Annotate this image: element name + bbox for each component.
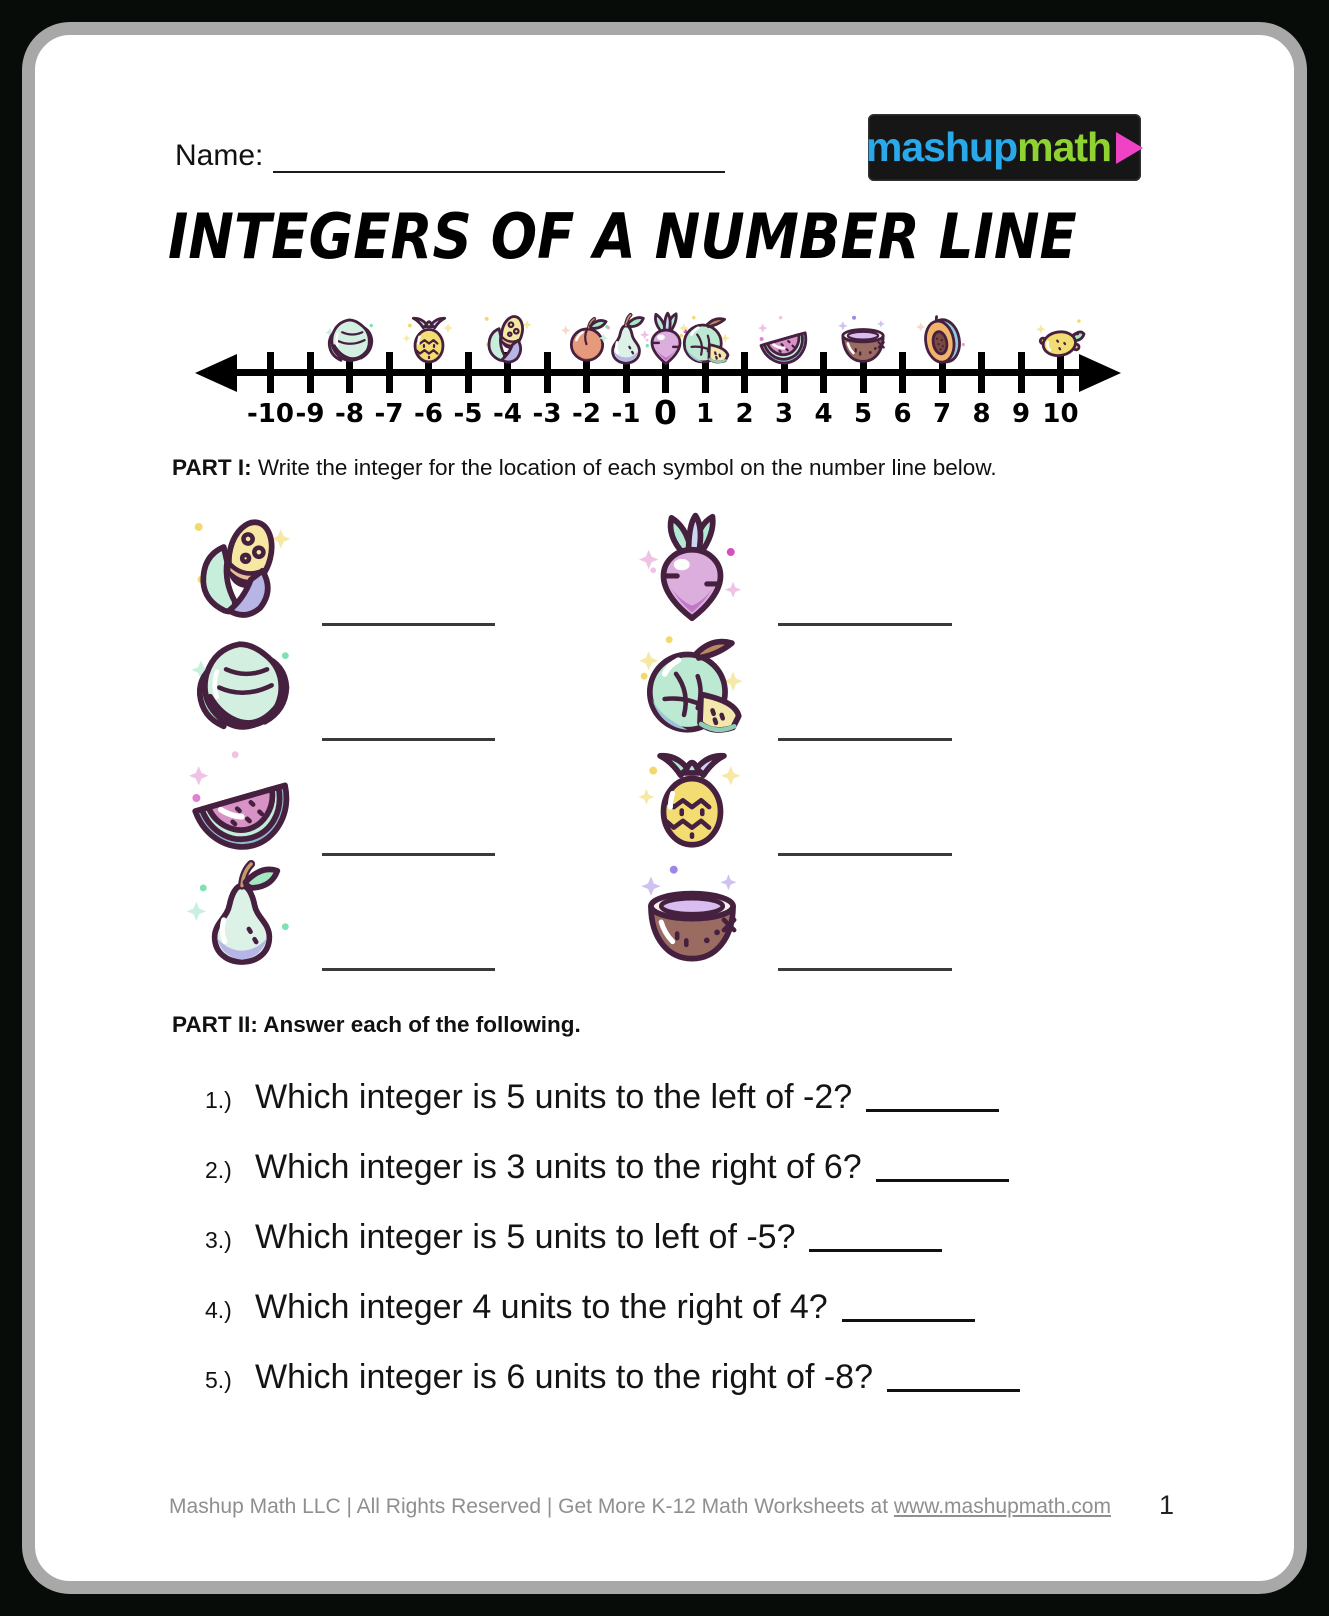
watermelon-icon — [756, 311, 812, 367]
part1-heading-rest: Write the integer for the location of each symbol on the number line below. — [251, 455, 997, 480]
name-label: Name: — [175, 139, 264, 172]
question-text: Which integer is 3 units to the right of 6? — [255, 1148, 862, 1186]
answer-blank[interactable] — [778, 623, 952, 626]
tick-mark — [465, 352, 472, 393]
mashupmath-logo — [865, 114, 1141, 181]
part1-heading — [172, 455, 997, 481]
play-triangle-icon — [1116, 132, 1143, 164]
tick-label: 2 — [735, 399, 754, 429]
page-number: 1 — [1159, 1490, 1175, 1520]
answer-blank[interactable] — [866, 1093, 999, 1112]
worksheet-title: INTEGERS OF A NUMBER LINE — [168, 200, 1077, 273]
pineapple-icon — [401, 311, 457, 367]
corn-icon — [185, 511, 299, 625]
tick-mark — [544, 352, 551, 393]
question-row — [205, 1078, 999, 1117]
tick-label: 9 — [1011, 399, 1031, 429]
question-number: 4.) — [205, 1297, 232, 1323]
footer-link[interactable]: www.mashupmath.com — [893, 1495, 1111, 1518]
number-line — [35, 305, 1307, 460]
tick-label: -5 — [453, 399, 483, 429]
tick-mark — [307, 352, 314, 393]
tick-mark — [820, 352, 827, 393]
tick-label: 4 — [814, 399, 833, 429]
pineapple-icon — [635, 741, 749, 855]
corn-icon — [480, 311, 536, 367]
tick-label: -9 — [295, 399, 325, 429]
answer-blank[interactable] — [322, 853, 495, 856]
tick-label: 6 — [893, 399, 912, 429]
question-row — [205, 1288, 975, 1327]
cabbage-icon — [185, 626, 299, 740]
melon-icon — [677, 311, 733, 367]
tick-label: -7 — [374, 399, 404, 429]
tick-label: -8 — [335, 399, 364, 429]
question-number: 3.) — [205, 1227, 232, 1253]
part2-heading: PART II: Answer each of the following. — [172, 1012, 581, 1037]
question-text: Which integer is 5 units to left of -5? — [255, 1218, 796, 1256]
answer-blank[interactable] — [876, 1163, 1009, 1182]
melon-icon — [635, 626, 749, 740]
answer-blank[interactable] — [322, 623, 495, 626]
tick-label: 10 — [1042, 399, 1079, 429]
footer-text: Mashup Math LLC | All Rights Reserved | Get More K-12 Math Worksheets at — [169, 1495, 894, 1518]
part1-heading-bold: PART I: — [172, 455, 252, 480]
answer-blank[interactable] — [778, 968, 952, 971]
question-row — [205, 1358, 1020, 1397]
tick-mark — [978, 352, 985, 393]
question-row — [205, 1148, 1009, 1187]
question-number: 1.) — [205, 1087, 232, 1113]
question-text: Which integer is 6 units to the right of -8? — [255, 1358, 873, 1396]
tick-mark — [899, 352, 906, 393]
tick-label: -2 — [572, 399, 601, 429]
answer-blank[interactable] — [842, 1303, 975, 1322]
number-line-axis — [231, 369, 1085, 376]
answer-blank[interactable] — [778, 738, 952, 741]
answer-blank[interactable] — [809, 1233, 942, 1252]
logo-text-math: math — [1017, 124, 1112, 170]
question-text: Which integer is 5 units to the left of -2? — [255, 1078, 853, 1116]
question-text: Which integer 4 units to the right of 4? — [255, 1288, 828, 1326]
papaya-icon — [914, 311, 970, 367]
name-row — [175, 135, 725, 173]
tick-label: 5 — [853, 399, 873, 429]
tick-label: -3 — [532, 399, 562, 429]
tick-label: 3 — [774, 399, 794, 429]
tick-label: 7 — [932, 399, 952, 429]
question-row — [205, 1218, 942, 1257]
coconut-icon — [635, 856, 749, 970]
answer-blank[interactable] — [322, 968, 495, 971]
footer — [35, 1495, 1245, 1519]
logo-text-mashup: mashup — [865, 124, 1018, 170]
tick-mark — [386, 352, 393, 393]
answer-blank[interactable] — [887, 1373, 1020, 1392]
tick-label: -6 — [414, 399, 443, 429]
left-arrow-icon — [195, 354, 237, 392]
tick-mark — [741, 352, 748, 393]
radish-icon — [635, 511, 749, 625]
watermelon-icon — [185, 741, 299, 855]
tick-mark — [1018, 352, 1025, 393]
answer-blank[interactable] — [322, 738, 495, 741]
cabbage-icon — [322, 311, 378, 367]
pear-icon — [185, 856, 299, 970]
worksheet-page — [22, 22, 1307, 1594]
tick-mark — [267, 352, 274, 393]
coconut-icon — [835, 311, 891, 367]
tick-label: 1 — [695, 399, 715, 429]
question-number: 2.) — [205, 1157, 232, 1183]
tick-label: 0 — [654, 393, 677, 432]
tick-label: -1 — [611, 399, 641, 429]
question-number: 5.) — [205, 1367, 232, 1393]
tick-label: -10 — [247, 399, 294, 429]
lemon-icon — [1033, 311, 1089, 367]
answer-blank[interactable] — [778, 853, 952, 856]
tick-label: 8 — [972, 399, 991, 429]
tick-label: -4 — [493, 399, 522, 429]
name-blank-line[interactable] — [273, 135, 725, 173]
